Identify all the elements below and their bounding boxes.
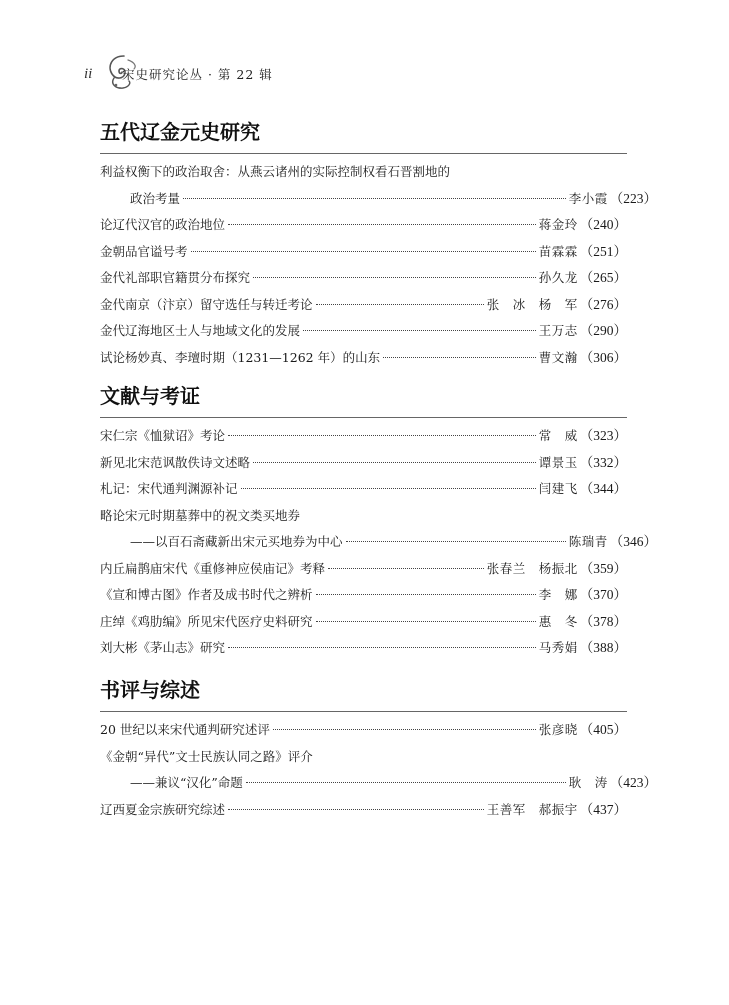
toc-entry-page: （344） [579, 481, 627, 496]
leader-dots [316, 621, 536, 622]
toc-entry-author: 张 冰 杨 军 [486, 296, 578, 312]
toc-entry-author: 孙久龙 [538, 270, 578, 285]
toc-entry[interactable] [100, 265, 627, 292]
toc-entry-title: 试论杨妙真、李璮时期（1231—1262 年）的山东 [100, 349, 381, 365]
toc-entry-author: 苗霖霖 [538, 243, 578, 259]
toc-entry-page: （276） [579, 296, 627, 312]
toc-entry-page: （332） [579, 454, 627, 470]
toc-entry[interactable] [100, 186, 657, 213]
toc-entry-title: 《宣和博古图》作者及成书时代之辨析 [100, 587, 313, 602]
leader-dots [228, 224, 536, 225]
toc-entry-page: （240） [579, 217, 627, 232]
toc-entry[interactable] [100, 556, 627, 583]
page-number: ii [84, 66, 93, 82]
toc-entry-title: ——以百石斋藏新出宋元买地券为中心 [130, 534, 343, 549]
section-reviews-and-surveys [100, 675, 657, 823]
toc-entry-title: 金代南京（汴京）留守选任与转迁考论 [100, 296, 313, 312]
toc-entry[interactable] [100, 239, 627, 266]
toc-entry-author: 闫建飞 [538, 481, 578, 496]
toc-entry-page: （378） [579, 613, 627, 629]
toc-entry[interactable] [100, 635, 627, 662]
section-rule [100, 711, 627, 712]
toc-entry-title: 略论宋元时期墓葬中的祝文类买地券 [100, 507, 301, 523]
toc-entry-title: 刘大彬《茅山志》研究 [100, 640, 226, 655]
toc-entry-page: （265） [579, 270, 627, 285]
toc-entry-title: 内丘扁鹊庙宋代《重修神应侯庙记》考释 [100, 560, 326, 576]
toc-entry[interactable] [100, 529, 657, 556]
toc-entry-page: （423） [609, 775, 657, 790]
toc-entry-author: 曹文瀚 [538, 349, 578, 365]
toc-entry-title: ——兼议“汉化”命题 [130, 775, 243, 790]
section-five-dynasties-liao-jin-yuan [100, 117, 657, 371]
toc-entry[interactable] [100, 797, 627, 824]
toc-entry-title: 金代礼部职官籍贯分布探究 [100, 270, 251, 285]
toc-entry-title: 宋仁宗《恤狱诏》考论 [100, 428, 226, 443]
toc-entry-author: 张彦晓 [538, 722, 578, 737]
toc-entry[interactable] [100, 423, 627, 450]
toc-entry-title: 金朝品官谥号考 [100, 243, 188, 259]
leader-dots [273, 729, 536, 730]
book-series-title: 宋史研究论丛 · 第 22 辑 [122, 67, 273, 82]
toc-entry[interactable] [100, 476, 627, 503]
toc-entry-page: （370） [579, 587, 627, 602]
toc-entry-title: 札记：宋代通判渊源补记 [100, 481, 238, 496]
toc-entry[interactable] [100, 450, 627, 477]
toc-entry[interactable] [100, 770, 657, 797]
toc-entry-page: （290） [579, 323, 627, 338]
toc-entry-page: （437） [579, 801, 627, 817]
toc-entry-author: 王万志 [538, 323, 578, 338]
section-rule [100, 417, 627, 418]
running-header [84, 52, 644, 92]
leader-dots [383, 357, 536, 358]
toc-entry-page: （306） [579, 349, 627, 365]
toc-entry-page: （405） [579, 722, 627, 737]
toc-entry[interactable] [100, 292, 627, 319]
toc-entry-title: 辽西夏金宗族研究综述 [100, 801, 226, 817]
toc-entry-author: 陈瑞青 [568, 534, 608, 549]
section-title: 书评与综述 [100, 678, 200, 702]
section-title: 五代辽金元史研究 [100, 120, 260, 144]
leader-dots [253, 277, 536, 278]
leader-dots [346, 541, 566, 542]
toc-entry-author: 李 娜 [538, 587, 578, 602]
toc-entry-title: 20 世纪以来宋代通判研究述评 [100, 722, 270, 737]
toc-entry-author: 张春兰 杨振北 [486, 560, 578, 576]
toc-entry-author: 惠 冬 [538, 613, 578, 629]
toc-entry-author: 马秀娟 [538, 640, 578, 655]
toc-entry-author: 耿 涛 [568, 775, 608, 790]
leader-dots [253, 462, 536, 463]
leader-dots [228, 647, 536, 648]
toc-entry-author: 王善军 郝振宇 [486, 801, 578, 817]
toc-entry-title: 政治考量 [130, 190, 181, 206]
leader-dots [241, 488, 536, 489]
toc-entry-page: （323） [579, 428, 627, 443]
toc-entry-page: （223） [609, 190, 657, 206]
toc-entry-author: 蒋金玲 [538, 217, 578, 232]
leader-dots [228, 435, 536, 436]
toc-entry-page: （359） [579, 560, 627, 576]
toc-entry[interactable] [100, 582, 627, 609]
leader-dots [316, 594, 536, 595]
leader-dots [191, 251, 536, 252]
section-documents-and-textual-research [100, 381, 657, 662]
toc-entry-title: 金代辽海地区士人与地域文化的发展 [100, 323, 301, 338]
toc-entry-page: （388） [579, 640, 627, 655]
leader-dots [316, 304, 484, 305]
leader-dots [246, 782, 566, 783]
toc-entry-author: 谭景玉 [538, 454, 578, 470]
section-title: 文献与考证 [100, 384, 200, 408]
toc-entry-title: 庄绰《鸡肋编》所见宋代医疗史料研究 [100, 613, 313, 629]
toc-entry-author: 常 威 [538, 428, 578, 443]
leader-dots [228, 809, 484, 810]
toc-entry-author: 李小霞 [568, 190, 608, 206]
toc-entry-page: （251） [579, 243, 627, 259]
toc-entry[interactable] [100, 345, 627, 372]
toc-entry-title: 新见北宋范讽散佚诗文述略 [100, 454, 251, 470]
leader-dots [328, 568, 484, 569]
toc-entry[interactable] [100, 212, 627, 239]
section-rule [100, 153, 627, 154]
toc-entry[interactable] [100, 318, 627, 345]
toc-entry-title: 利益权衡下的政治取舍：从燕云诸州的实际控制权看石晋割地的 [100, 164, 451, 179]
toc-entry[interactable] [100, 609, 627, 636]
toc-entry-title: 论辽代汉官的政治地位 [100, 217, 226, 232]
leader-dots [303, 330, 536, 331]
leader-dots [183, 198, 566, 199]
toc-entry-page: （346） [609, 534, 657, 549]
toc-entry-title: 《金朝“异代”文士民族认同之路》评介 [100, 748, 313, 764]
toc-entry[interactable] [100, 717, 627, 744]
